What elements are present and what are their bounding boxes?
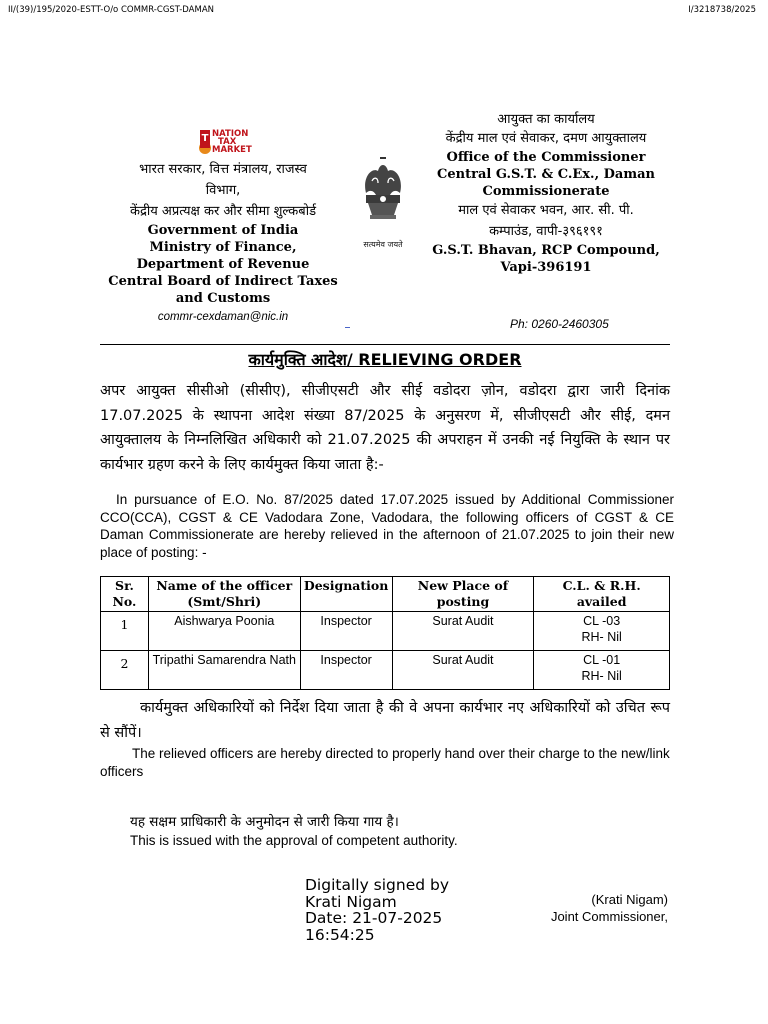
govt-english-line-1: Government of India xyxy=(147,223,299,238)
govt-english-line-3: Department of Revenue xyxy=(136,257,310,272)
office-hindi-address-2: कम्पाउंड, वापी-३९६१९१ xyxy=(489,224,603,239)
govt-english-line-2: Ministry of Finance, xyxy=(149,240,297,255)
directive-hindi: कार्यमुक्त अधिकारियों को निर्देश दिया जाता है की वे अपना कार्यभार नए अधिकारियों को उचित रूप से सौंपें। xyxy=(100,700,670,741)
office-phone: Ph: 0260-2460305 xyxy=(510,317,609,331)
office-english-line-1: Office of the Commissioner xyxy=(446,150,646,165)
approval-english: This is issued with the approval of competent authority. xyxy=(130,833,458,848)
dsig-line-4: 16:54:25 xyxy=(305,925,375,944)
dsig-line-3: Date: 21-07-2025 xyxy=(305,909,443,927)
signatory-block xyxy=(551,891,668,925)
document-number: I/3218738/2025 xyxy=(688,5,756,15)
col-header-name: Name of the officer (Smt/Shri) xyxy=(148,577,300,612)
directive-english: The relieved officers are hereby directed to properly hand over their charge to the new/link officers xyxy=(100,746,670,779)
cell-sr: 2 xyxy=(101,651,149,690)
svg-text:सत्यमेव जयते: सत्यमेव जयते xyxy=(363,240,403,249)
svg-text:MARKET: MARKET xyxy=(212,145,252,155)
cell-leave xyxy=(534,651,670,690)
approval-hindi: यह सक्षम प्राधिकारी के अनुमोदन से जारी किया गाय है। xyxy=(130,814,399,830)
cell-designation: Inspector xyxy=(300,612,392,651)
dsig-line-2: Krati Nigam xyxy=(305,892,397,911)
svg-text:NATION: NATION xyxy=(212,129,249,139)
link-underline-mark xyxy=(345,327,350,328)
file-reference: II/(39)/195/2020-ESTT-O/o COMMR-CGST-DAMAN xyxy=(8,5,214,15)
office-email[interactable]: commr-cexdaman@nic.in xyxy=(157,311,289,323)
officers-table xyxy=(100,576,670,690)
svg-text:TAX: TAX xyxy=(218,137,237,147)
cell-cl: CL -01 xyxy=(583,653,621,667)
govt-hindi-line-2: विभाग, xyxy=(205,183,241,198)
national-emblem xyxy=(352,155,414,255)
right-header xyxy=(420,109,672,276)
col-header-leave: C.L. & R.H. availed xyxy=(534,577,670,612)
office-english-line-2: Central G.S.T. & C.Ex., Daman xyxy=(437,167,655,182)
col-header-posting: New Place of posting xyxy=(392,577,534,612)
cell-posting: Surat Audit xyxy=(392,612,534,651)
govt-english-line-5: and Customs xyxy=(175,291,271,306)
nation-tax-market-logo xyxy=(192,126,258,156)
col-header-designation: Designation xyxy=(300,577,392,612)
govt-english-line-4: Central Board of Indirect Taxes xyxy=(108,274,338,289)
col-header-sr: Sr. No. xyxy=(101,577,149,612)
cell-rh: RH- Nil xyxy=(581,630,622,644)
office-hindi-address-1: माल एवं सेवाकर भवन, आर. सी. पी. xyxy=(458,203,634,218)
office-english-line-3: Commissionerate xyxy=(482,184,610,199)
left-header xyxy=(102,159,344,323)
cell-sr: 1 xyxy=(101,612,149,651)
cell-designation: Inspector xyxy=(300,651,392,690)
header-rule xyxy=(100,344,670,345)
table-row xyxy=(101,612,670,651)
order-body-hindi: अपर आयुक्त सीसीओ (सीसीए), सीजीएसटी और सीई वडोदरा ज़ोन, वडोदरा द्वारा जारी दिनांक 17.07.2025 के स्थापना आदेश संख्या 87/2025 के अनुसरण में, सीजीएसटी और सीई, दमन आयुक्तालय के निम्नलिखित अधिकारी को 21.07.2025 की अपराहन में उनकी नई नियुक्ति के स्थान पर कार्यभार ग्रहण करने के लिए कार्यमुक्त किया जाता है:- xyxy=(100,383,670,473)
order-title: कार्यमुक्ति आदेश/ RELIEVING ORDER xyxy=(248,350,522,369)
signatory-name: (Krati Nigam) xyxy=(591,892,668,907)
order-body-english: In pursuance of E.O. No. 87/2025 dated 17.07.2025 issued by Additional Commissioner CCO(CCA), CGST & CE Vadodara Zone, Vadodara, the following officers of CGST & CE Daman Commissionerate are hereby relieved in the afternoon of 21.07.2025 to join their new place of posting: - xyxy=(100,492,674,560)
table-row xyxy=(101,651,670,690)
office-hindi-line-1: आयुक्त का कार्यालय xyxy=(497,112,595,127)
svg-text:T: T xyxy=(201,133,209,144)
govt-hindi-line-3: केंद्रीय अप्रत्यक्ष कर और सीमा शुल्कबोर्ड xyxy=(129,204,317,219)
cell-rh: RH- Nil xyxy=(581,669,622,683)
cell-leave xyxy=(534,612,670,651)
office-english-address-1: G.S.T. Bhavan, RCP Compound, xyxy=(432,243,660,258)
cell-cl: CL -03 xyxy=(583,614,621,628)
digital-signature-block xyxy=(305,877,449,943)
signatory-designation: Joint Commissioner, xyxy=(550,909,668,924)
cell-officer-name: Aishwarya Poonia xyxy=(148,612,300,651)
table-header-row xyxy=(101,577,670,612)
office-english-address-2: Vapi-396191 xyxy=(500,260,592,275)
govt-hindi-line-1: भारत सरकार, वित्त मंत्रालय, राजस्व xyxy=(139,162,307,177)
office-hindi-line-2: केंद्रीय माल एवं सेवाकर, दमण आयुक्तालय xyxy=(445,131,647,146)
cell-officer-name: Tripathi Samarendra Nath xyxy=(148,651,300,690)
cell-posting: Surat Audit xyxy=(392,651,534,690)
dsig-line-1: Digitally signed by xyxy=(305,876,450,894)
